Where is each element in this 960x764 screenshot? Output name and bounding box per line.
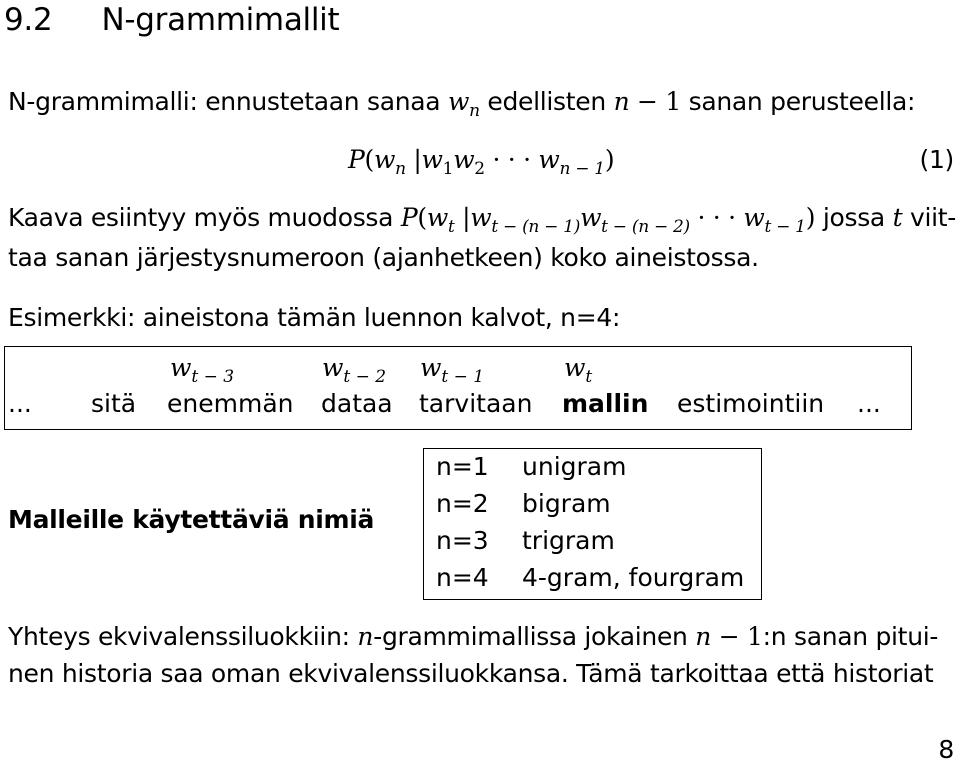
ellipsis-start: ...	[8, 389, 32, 418]
word-tarvitaan: tarvitaan	[419, 389, 533, 418]
paragraph3-line1: Yhteys ekvivalenssiluokkiin: n-grammimallissa jokainen n − 1:n sanan pitui-	[8, 622, 939, 651]
equation-1: $P(w_n$ $|w_1w_2$ · · · $w_{n - 1}$)	[348, 145, 615, 179]
page-number: 8	[938, 735, 954, 764]
names-box	[423, 448, 762, 600]
names-n4: n=4	[436, 563, 489, 592]
intro-one: 1	[665, 87, 681, 116]
word-sita: sitä	[91, 389, 137, 418]
header-w-t-3: $w_{t - 3}$	[170, 353, 235, 387]
word-mallin: mallin	[562, 389, 649, 418]
names-n1: n=1	[436, 452, 489, 481]
intro-text-end: sanan perusteella:	[688, 87, 916, 116]
section-title: N-grammimallit	[101, 2, 340, 38]
names-n3: n=3	[436, 526, 489, 555]
intro-text: N-grammimalli: ennustetaan sanaa	[8, 87, 441, 116]
paragraph3-line2: nen historia saa oman ekvivalenssiluokkansa. Tämä tarkoittaa että historiat	[8, 659, 934, 688]
ellipsis-end: ...	[857, 389, 881, 418]
paragraph2-line2: taa sanan järjestysnumeroon (ajanhetkeen) koko aineistossa.	[8, 243, 759, 272]
word-dataa: dataa	[321, 389, 393, 418]
header-w-t-2: $w_{t - 2}$	[322, 353, 387, 387]
header-w-t: $w_t$	[564, 353, 593, 387]
names-n2: n=2	[436, 489, 489, 518]
example-box	[4, 346, 912, 430]
example-label: Esimerkki: aineistona tämän luennon kalvot, n=4:	[8, 303, 621, 332]
names-name2: bigram	[522, 489, 611, 518]
intro-text-mid: edellisten	[487, 87, 606, 116]
names-name3: trigram	[522, 526, 615, 555]
word-enemman: enemmän	[167, 389, 294, 418]
names-name4: 4-gram, fourgram	[522, 563, 745, 592]
intro-line	[8, 87, 916, 121]
intro-minus: −	[637, 87, 658, 116]
paragraph2-line1: Kaava esiintyy myös muodossa $P(w_t$ $|w_{t - (n - 1)}w_{t - (n - 2)}$ · · · $w_{t - 1}$) jossa t viit-	[8, 203, 957, 237]
section-number: 9.2	[4, 2, 53, 38]
header-w-t-1: $w_{t - 1}$	[420, 353, 485, 387]
names-name1: unigram	[522, 452, 627, 481]
section-heading	[4, 2, 339, 38]
intro-n: n	[613, 87, 630, 116]
equation-number: (1)	[919, 145, 954, 174]
intro-wn: $w_n$	[447, 87, 480, 121]
names-label: Malleille käytettäviä nimiä	[8, 505, 375, 534]
word-estimointiin: estimointiin	[677, 389, 825, 418]
